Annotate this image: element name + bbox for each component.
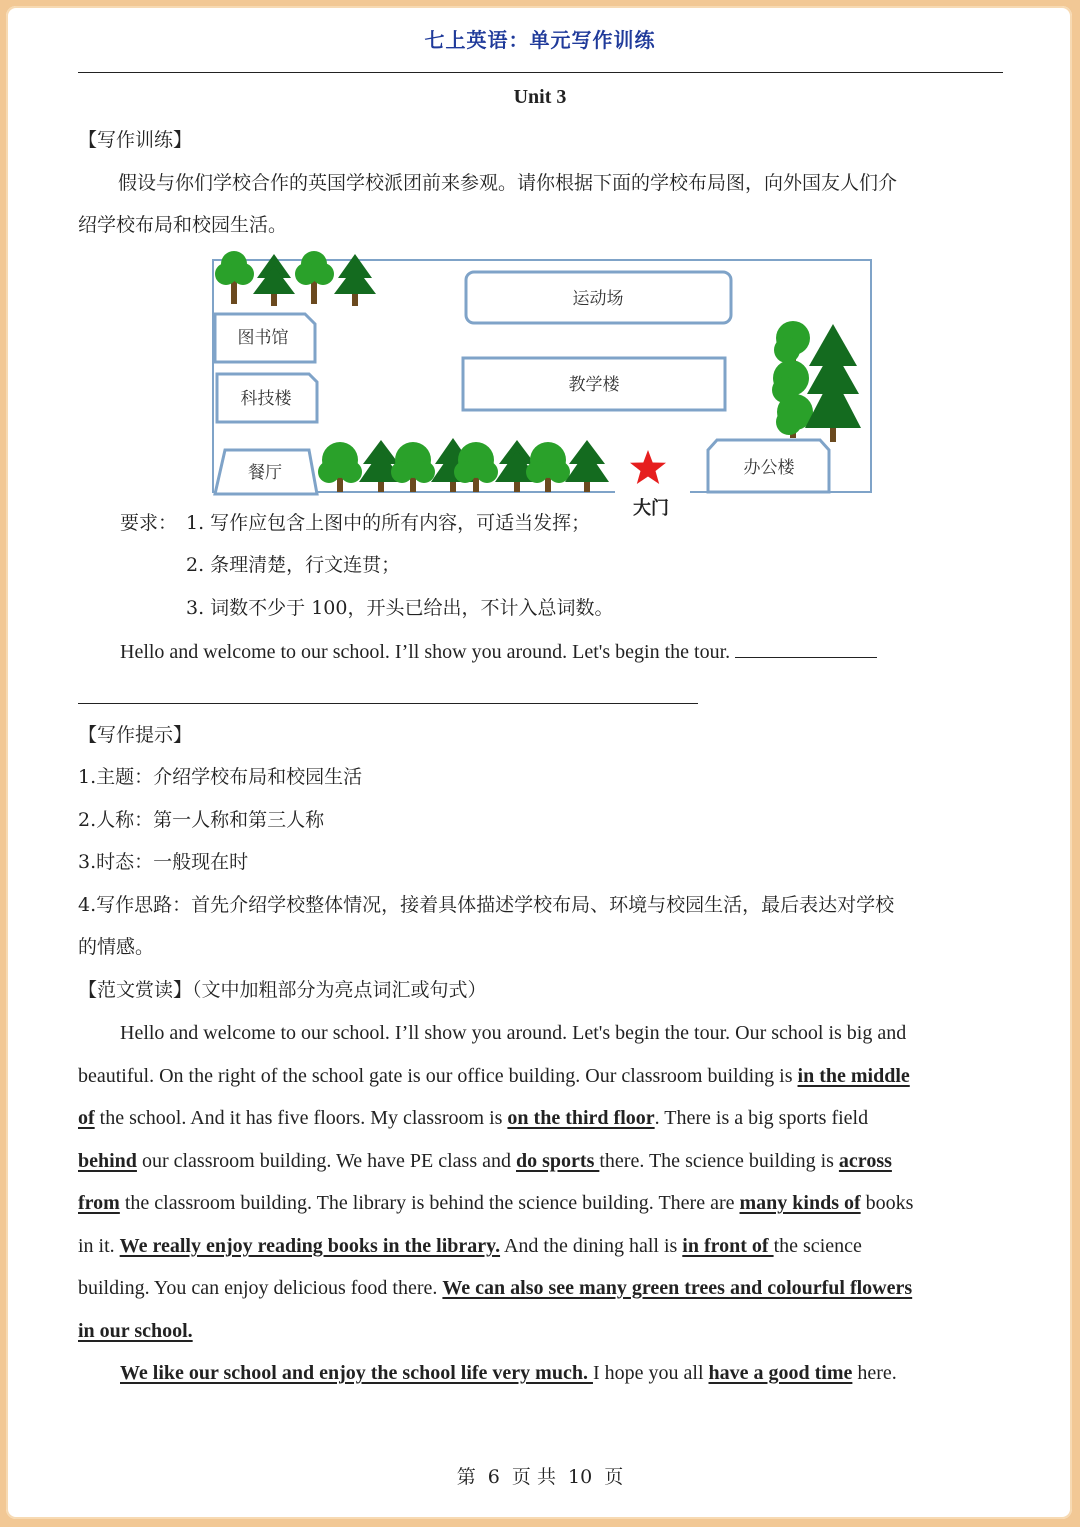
tip-item: 的情感。: [78, 936, 155, 958]
requirement-item: 2. 条理清楚，行文连贯；: [186, 554, 401, 576]
sample-text: And the dining hall is: [500, 1235, 683, 1257]
sample-text: the school. And it has five floors. My classroom is: [94, 1107, 508, 1129]
sample-line: [78, 1106, 868, 1130]
sample-line: [120, 1021, 906, 1045]
highlight-phrase: of: [78, 1107, 95, 1129]
page-footer: [0, 1462, 1080, 1489]
gate-opening: [615, 488, 690, 496]
classroom-building-label: 教学楼: [568, 375, 620, 395]
sample-text: the science: [773, 1235, 862, 1257]
requirements-label: 要求：: [120, 512, 178, 534]
library-label: 图书馆: [237, 328, 289, 348]
sample-line: [78, 1276, 912, 1300]
highlight-phrase: in our school.: [78, 1320, 193, 1342]
sports-field-label: 运动场: [572, 289, 624, 309]
highlight-phrase: behind: [78, 1150, 137, 1172]
footer-page-number: 6: [487, 1466, 500, 1488]
sample-text: here.: [852, 1362, 897, 1384]
tree-round-icon: [772, 321, 813, 438]
sample-text: beautiful. On the right of the school gate is our office building. Our classroom building is: [78, 1065, 798, 1087]
prompt-line-2: 绍学校布局和校园生活。: [78, 214, 288, 236]
sample-text: in it.: [78, 1235, 120, 1257]
sample-line: [78, 1064, 910, 1088]
highlight-phrase: We really enjoy reading books in the library.: [119, 1235, 501, 1257]
prompt-line-1: 假设与你们学校合作的英国学校派团前来参观。请你根据下面的学校布局图，向外国友人们介: [118, 172, 898, 194]
starter-text: Hello and welcome to our school. I’ll show you around. Let's begin the tour.: [120, 641, 731, 663]
page-header-title: 七上英语：单元写作训练: [424, 28, 656, 52]
school-layout-map: [205, 250, 885, 520]
answer-line[interactable]: [78, 703, 698, 704]
sample-heading: 【范文赏读】（文中加粗部分为亮点词汇或句式）: [78, 979, 487, 1001]
footer-mid: 页 共: [511, 1466, 556, 1488]
requirement-item: 3. 词数不少于 100，开头已给出，不计入总词数。: [186, 597, 614, 619]
gate-label: 大门: [633, 498, 669, 519]
dining-hall-label: 餐厅: [248, 463, 282, 483]
footer-total-pages: 10: [568, 1466, 593, 1488]
highlight-phrase: many kinds of: [739, 1192, 861, 1214]
sample-text: books: [860, 1192, 914, 1214]
header-rule: [78, 72, 1003, 73]
starter-sentence: [120, 639, 877, 664]
sample-line: [120, 1361, 897, 1385]
sample-text: Hello and welcome to our school. I’ll show you around. Let's begin the tour. Our school is big and: [120, 1022, 907, 1044]
sample-line: [78, 1149, 892, 1173]
highlight-phrase: across: [838, 1150, 892, 1172]
sample-line: [78, 1319, 193, 1343]
tip-item: 3.时态：一般现在时: [78, 851, 249, 873]
footer-prefix: 第: [456, 1466, 476, 1488]
sample-line: [78, 1191, 913, 1215]
sample-text: . There is a big sports field: [654, 1107, 869, 1129]
highlight-phrase: from: [78, 1192, 120, 1214]
tip-item: 4.写作思路：首先介绍学校整体情况，接着具体描述学校布局、环境与校园生活，最后表达对学校: [78, 894, 895, 916]
tips-heading: 【写作提示】: [78, 724, 193, 746]
highlight-phrase: have a good time: [708, 1362, 853, 1384]
highlight-phrase: We can also see many green trees and colourful flowers: [442, 1277, 913, 1299]
training-heading: 【写作训练】: [78, 129, 193, 151]
sample-text: there. The science building is: [599, 1150, 839, 1172]
sample-line: [78, 1234, 862, 1258]
requirement-item: 1. 写作应包含上图中的所有内容，可适当发挥；: [186, 512, 591, 534]
highlight-phrase: do sports: [516, 1150, 600, 1172]
unit-title: Unit 3: [513, 86, 567, 108]
sample-text: our classroom building. We have PE class and: [136, 1150, 516, 1172]
footer-suffix: 页: [604, 1466, 624, 1488]
sample-text: I hope you all: [592, 1362, 709, 1384]
office-building-label: 办公楼: [743, 458, 795, 478]
highlight-phrase: We like our school and enjoy the school life very much.: [120, 1362, 593, 1384]
answer-blank[interactable]: [735, 639, 877, 658]
highlight-phrase: in front of: [682, 1235, 774, 1257]
science-building-label: 科技楼: [240, 389, 292, 409]
highlight-phrase: in the middle: [797, 1065, 910, 1087]
tip-item: 2.人称：第一人称和第三人称: [78, 809, 325, 831]
tip-item: 1.主题：介绍学校布局和校园生活: [78, 766, 363, 788]
sample-text: the classroom building. The library is behind the science building. There are: [119, 1192, 740, 1214]
sample-text: building. You can enjoy delicious food there.: [78, 1277, 443, 1299]
highlight-phrase: on the third floor: [507, 1107, 655, 1129]
